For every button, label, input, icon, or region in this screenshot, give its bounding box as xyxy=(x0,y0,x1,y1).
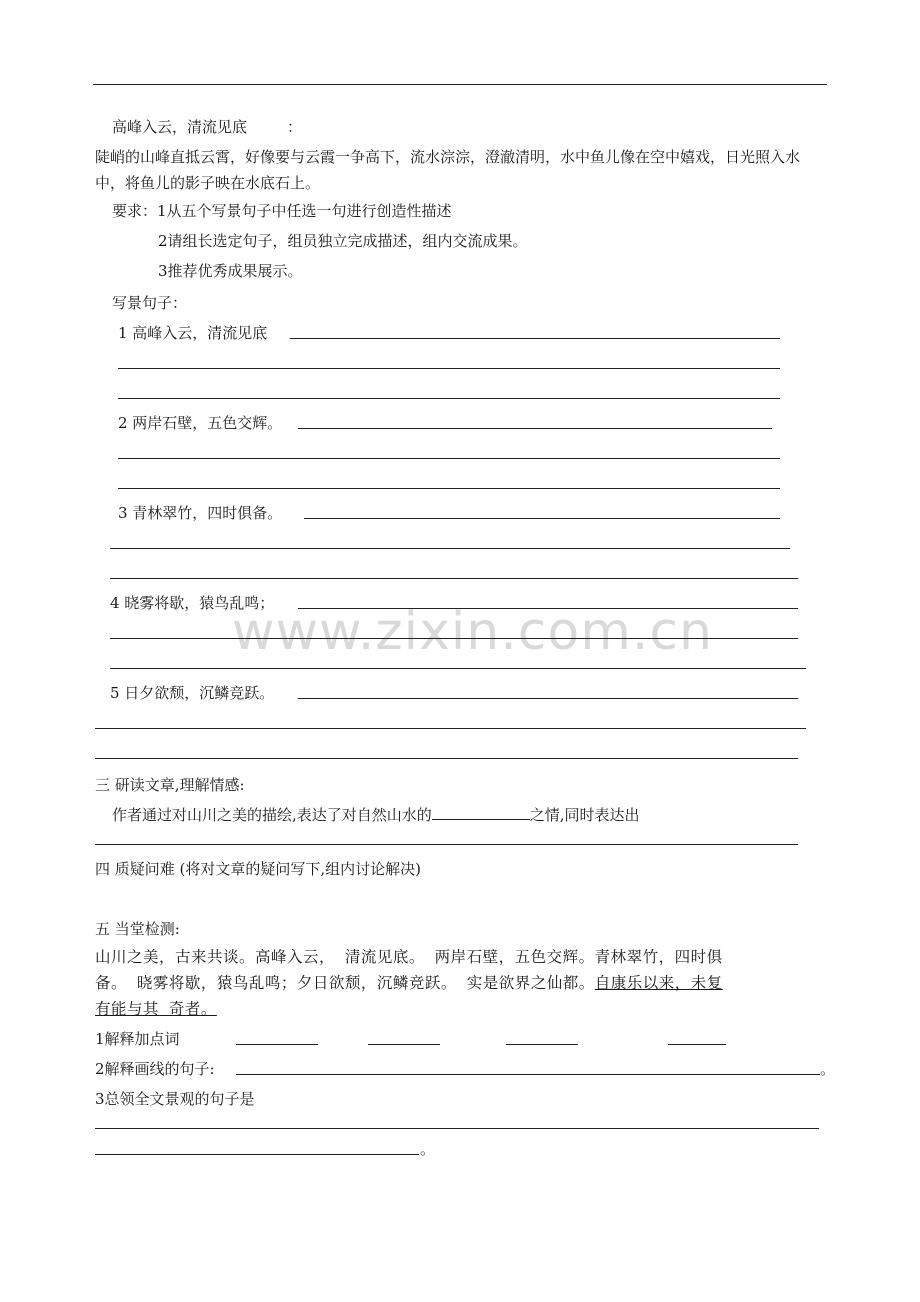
passage-line-1: 山川之美，古来共谈。高峰入云， 清流见底。 两岸石壁，五色交辉。青林翠竹，四时俱 xyxy=(95,948,723,966)
dotted-word-yuqi: 与其 xyxy=(127,1000,160,1018)
underlined-sentence-part3: 奇者。 xyxy=(159,1000,217,1018)
answer-line-4a[interactable] xyxy=(298,608,798,609)
section3-text xyxy=(112,804,640,825)
q2-period: 。 xyxy=(820,1060,836,1078)
dotted-word-yujie: 欲界 xyxy=(498,974,531,992)
section3-text-after: 之情,同时表达出 xyxy=(529,806,640,824)
sentence-5: 5 日夕欲颓，沉鳞竞跃。 xyxy=(110,684,275,702)
underlined-sentence-part1: 自康乐以来，未复 xyxy=(594,974,723,992)
question-2: 2解释画线的句子: xyxy=(95,1060,215,1078)
answer-line-3c[interactable] xyxy=(110,578,798,579)
answer-line-5c[interactable] xyxy=(95,758,798,759)
section3-heading: 三 研读文章,理解情感: xyxy=(95,776,245,794)
intro-title: 高峰入云，清流见底 xyxy=(112,118,248,136)
q2-blank[interactable] xyxy=(236,1074,820,1075)
intro-paragraph: 陡峭的山峰直抵云霄，好像要与云霞一争高下，流水淙淙，澄澈清明，水中鱼儿像在空中嬉戏，日光照入水中，将鱼儿的影子映在水底石上。 xyxy=(95,148,801,192)
q1-blank-1[interactable] xyxy=(236,1044,318,1045)
answer-line-3a[interactable] xyxy=(304,518,780,519)
question-1: 1解释加点词 xyxy=(95,1030,180,1048)
section3-blank[interactable] xyxy=(432,805,530,820)
header-rule xyxy=(93,84,827,85)
dotted-word-tui: 颓 xyxy=(344,974,361,992)
q3-blank-1[interactable] xyxy=(95,1128,819,1129)
q3-blank-2[interactable] xyxy=(95,1154,419,1155)
section4-heading: 四 质疑问难 (将对文章的疑问写下,组内讨论解决) xyxy=(95,860,422,878)
answer-line-1c[interactable] xyxy=(118,398,780,399)
answer-line-2b[interactable] xyxy=(118,458,780,459)
section3-text-before: 作者通过对山川之美的描绘,表达了对自然山水的 xyxy=(112,806,432,824)
answer-line-2a[interactable] xyxy=(298,428,772,429)
q1-blank-4[interactable] xyxy=(668,1044,726,1045)
intro-title-line xyxy=(112,116,302,137)
sentences-heading: 写景句子： xyxy=(112,294,188,312)
requirement-3: 3推荐优秀成果展示。 xyxy=(158,262,303,280)
answer-line-5a[interactable] xyxy=(298,698,798,699)
q1-blank-3[interactable] xyxy=(506,1044,578,1045)
sentence-2: 2 两岸石壁，五色交辉。 xyxy=(118,414,283,432)
answer-line-1b[interactable] xyxy=(118,368,780,369)
requirement-2: 2请组长选定句子，组员独立完成描述，组内交流成果。 xyxy=(158,232,528,250)
passage-line-3 xyxy=(95,996,827,1022)
answer-line-4b[interactable] xyxy=(110,638,798,639)
passage-segment: 备。 晓雾将 xyxy=(95,974,185,992)
passage-segment: ，猿鸟乱鸣；夕日欲 xyxy=(200,974,345,992)
passage-segment: ，沉鳞竞跃。 实是 xyxy=(360,974,499,992)
watermark: www.zixin.com.cn xyxy=(232,602,713,662)
answer-line-4c[interactable] xyxy=(110,668,806,669)
section5-heading: 五 当堂检测: xyxy=(95,920,180,938)
dotted-word-xie: 歇 xyxy=(184,974,201,992)
passage-segment: 之仙都。 xyxy=(530,974,595,992)
q1-blank-2[interactable] xyxy=(368,1044,440,1045)
question-3: 3总领全文景观的句子是 xyxy=(95,1090,255,1108)
underlined-sentence-part2: 有能 xyxy=(95,1000,128,1018)
answer-line-1a[interactable] xyxy=(290,338,780,339)
answer-line-3b[interactable] xyxy=(110,548,790,549)
section3-answer-line[interactable] xyxy=(95,844,798,845)
answer-line-5b[interactable] xyxy=(95,728,806,729)
requirement-1: 要求：1从五个写景句子中任选一句进行创造性描述 xyxy=(112,202,452,220)
passage-line-2 xyxy=(95,970,827,996)
sentence-4: 4 晓雾将歇，猿鸟乱鸣； xyxy=(110,594,275,612)
sentence-1: 1 高峰入云，清流见底 xyxy=(118,324,268,342)
intro-colon: ： xyxy=(287,118,303,136)
passage xyxy=(95,944,827,1022)
sentence-3: 3 青林翠竹，四时俱备。 xyxy=(118,504,283,522)
q3-period: 。 xyxy=(420,1140,436,1158)
answer-line-2c[interactable] xyxy=(118,488,780,489)
